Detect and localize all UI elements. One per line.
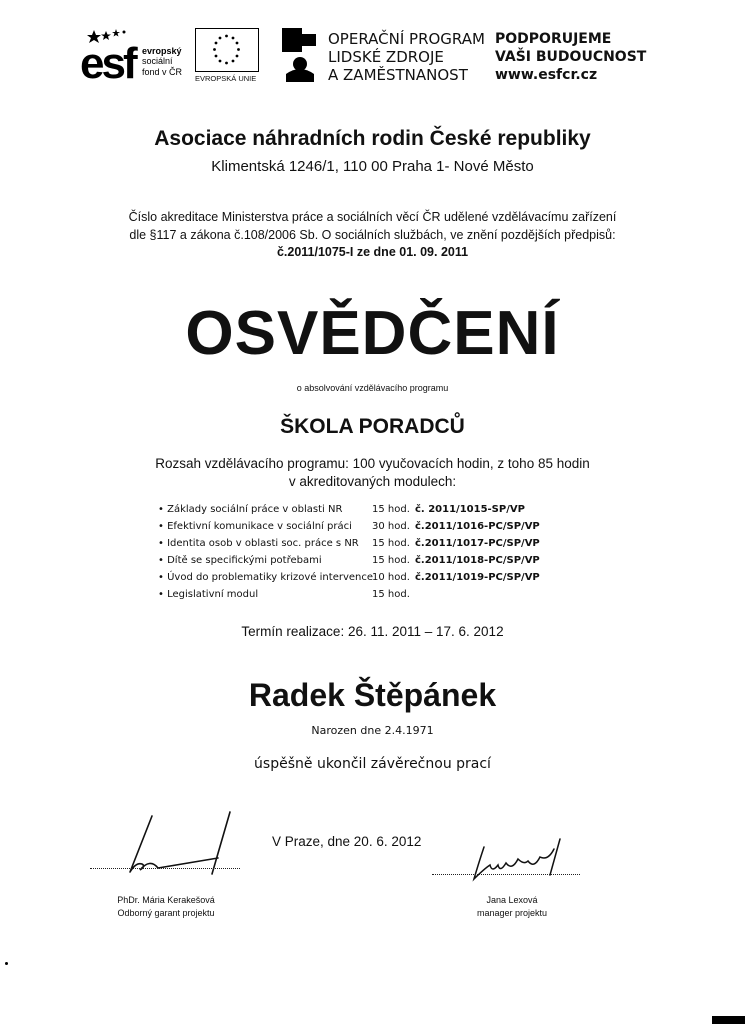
organization-address: Klimentská 1246/1, 110 00 Praha 1- Nové Město	[211, 158, 534, 175]
module-code: č.2011/1018-PC/SP/VP	[415, 555, 540, 566]
module-name: Legislativní modul	[167, 589, 259, 600]
module-name: Dítě se specifickými potřebami	[167, 555, 322, 566]
completion-statement: úspěšně ukončil závěrečnou prací	[254, 756, 491, 772]
program-scope: Rozsah vzdělávacího programu: 100 vyučovacích hodin, z toho 85 hodin v akreditovaných modulech:	[155, 456, 590, 489]
list-item: • Efektivní komunikace v sociální práci 30 hod. č.2011/1016-PC/SP/VP	[158, 518, 578, 535]
signatory-right-name: Jana Lexová	[486, 895, 538, 905]
module-hours: 30 hod.	[372, 521, 410, 532]
module-name: Efektivní komunikace v sociální práci	[167, 521, 352, 532]
esf-wordmark: esf	[80, 39, 135, 88]
signature-line-left	[90, 868, 240, 869]
accreditation-text: Číslo akreditace Ministerstva práce a sociálních věcí ČR udělené vzdělávacímu zařízení dle §117 a zákona č.108/2006 Sb. O sociálních službách, ve znění pozdějších předpisů:	[128, 210, 617, 242]
module-hours: 15 hod.	[372, 504, 410, 515]
module-name: Úvod do problematiky krizové intervence	[167, 572, 374, 583]
birth-date: Narozen dne 2.4.1971	[311, 724, 434, 737]
list-item: • Identita osob v oblasti soc. práce s NR 15 hod. č.2011/1017-PC/SP/VP	[158, 535, 578, 552]
scan-corner	[712, 1016, 745, 1024]
signatory-left-role: Odborný garant projektu	[117, 908, 215, 918]
certificate-subtitle: o absolvování vzdělávacího programu	[296, 383, 449, 393]
certificate-title: OSVĚDČENÍ	[185, 299, 560, 368]
module-code: č.2011/1017-PC/SP/VP	[415, 538, 540, 549]
esf-logo	[80, 28, 190, 86]
accreditation-number: č.2011/1075-I ze dne 01. 09. 2011	[276, 245, 469, 259]
module-code: č. 2011/1015-SP/VP	[415, 504, 525, 515]
signature-right-icon	[470, 835, 580, 883]
module-hours: 10 hod.	[372, 572, 410, 583]
module-hours: 15 hod.	[372, 589, 410, 600]
organization-name: Asociace náhradních rodin České republiky	[154, 127, 591, 150]
signatory-left-name: PhDr. Mária Kerakešová	[117, 895, 215, 905]
list-item: • Úvod do problematiky krizové intervence 10 hod. č.2011/1019-PC/SP/VP	[158, 569, 578, 586]
eu-flag-icon	[195, 28, 259, 72]
signatory-left	[86, 894, 246, 920]
signatory-right-role: manager projektu	[476, 908, 548, 918]
module-hours: 15 hod.	[372, 538, 410, 549]
realization-period: Termín realizace: 26. 11. 2011 – 17. 6. 2012	[241, 624, 504, 639]
module-name: Identita osob v oblasti soc. práce s NR	[167, 538, 359, 549]
list-item: • Legislativní modul 15 hod.	[158, 586, 578, 603]
eu-logo	[195, 28, 261, 86]
list-item: • Dítě se specifickými potřebami 15 hod. č.2011/1018-PC/SP/VP	[158, 552, 578, 569]
person-name: Radek Štěpánek	[248, 677, 497, 713]
place-date: V Praze, dne 20. 6. 2012	[272, 834, 422, 849]
esf-fund-label: evropský sociální fond v ČR	[142, 46, 183, 77]
signature-line-right	[432, 874, 580, 875]
op-logo-icon	[282, 28, 322, 82]
program-name: ŠKOLA PORADCŮ	[280, 415, 465, 438]
op-program-name: OPERAČNÍ PROGRAM LIDSKÉ ZDROJE A ZAMĚSTNANOST	[328, 30, 485, 84]
signatory-right	[432, 894, 592, 920]
module-code: č.2011/1019-PC/SP/VP	[415, 572, 540, 583]
module-list	[158, 501, 578, 603]
eu-label: EVROPSKÁ UNIE	[195, 74, 257, 83]
list-item: • Základy sociální práce v oblasti NR 15 hod. č. 2011/1015-SP/VP	[158, 501, 578, 518]
module-code: č.2011/1016-PC/SP/VP	[415, 521, 540, 532]
support-slogan: PODPORUJEME VAŠI BUDOUCNOST www.esfcr.cz	[495, 31, 647, 83]
signature-left-icon	[90, 810, 240, 882]
module-hours: 15 hod.	[372, 555, 410, 566]
scan-mark	[5, 962, 8, 965]
module-name: Základy sociální práce v oblasti NR	[167, 504, 343, 515]
